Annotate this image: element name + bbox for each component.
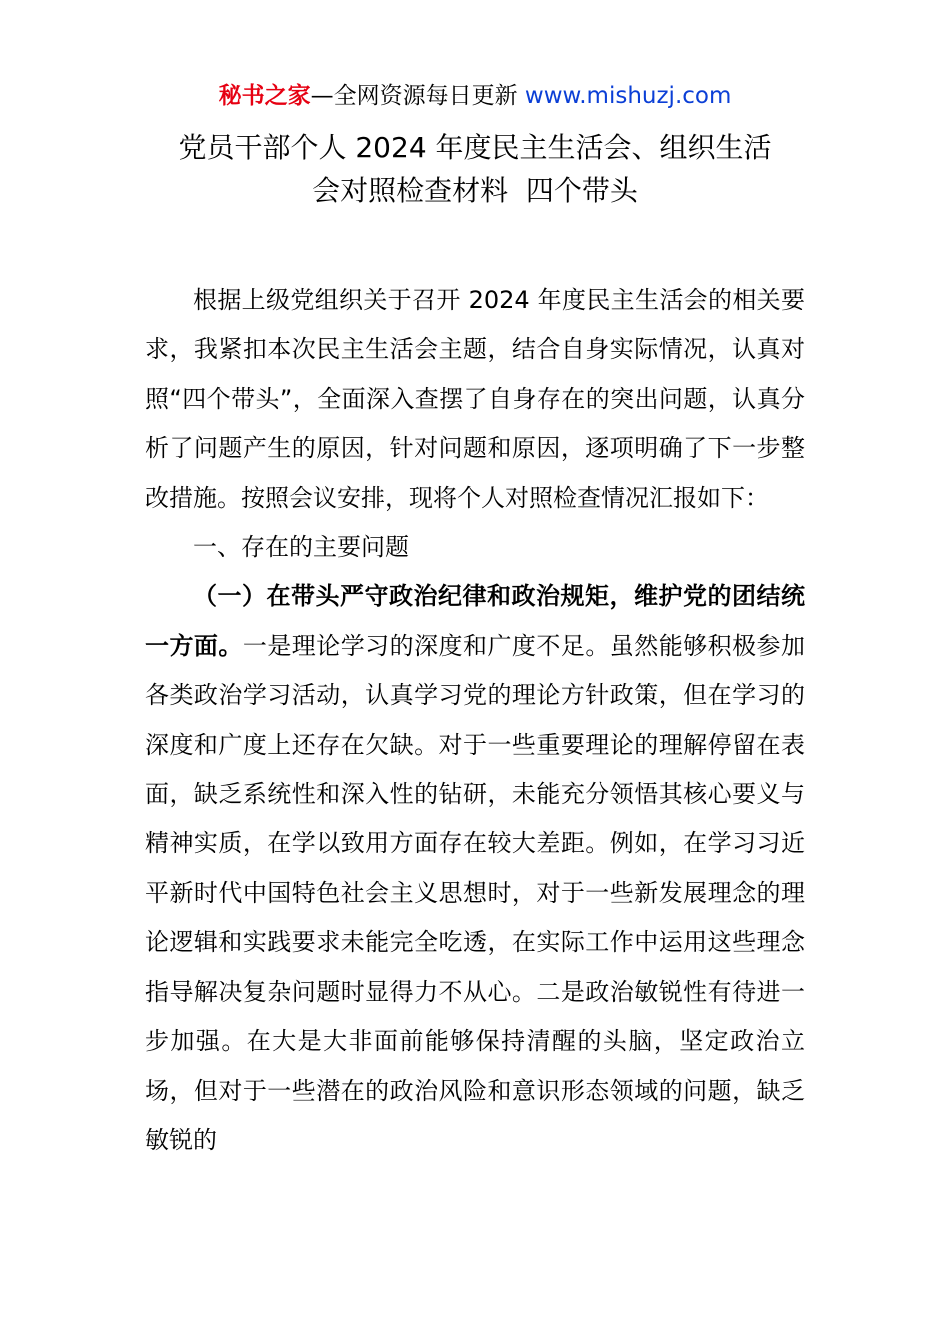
document-body bbox=[145, 276, 805, 1165]
subsection-text: 一是理论学习的深度和广度不足。虽然能够积极参加各类政治学习活动，认真学习党的理论方针政策，但在学习的深度和广度上还存在欠缺。对于一些重要理论的理解停留在表面，缺乏系统性和深入性的钻研，未能充分领悟其核心要义与精神实质，在学以致用方面存在较大差距。例如，在学习习近平新时代中国特色社会主义思想时，对于一些新发展理念的理论逻辑和实践要求未能完全吃透，在实际工作中运用这些理念指导解决复杂问题时显得力不从心。二是政治敏锐性有待进一步加强。在大是大非面前能够保持清醒的头脑，坚定政治立场，但对于一些潜在的政治风险和意识形态领域的问题，缺乏敏锐的 bbox=[145, 631, 806, 1154]
section-heading: 一、存在的主要问题 bbox=[193, 533, 409, 562]
brand-name: 秘书之家 bbox=[218, 83, 311, 109]
site-header bbox=[0, 80, 950, 112]
subsection-paragraph bbox=[145, 572, 805, 1165]
document-title bbox=[130, 126, 820, 212]
title-line-2: 会对照检查材料 四个带头 bbox=[312, 174, 638, 207]
title-line-1: 党员干部个人 2024 年度民主生活会、组织生活 bbox=[178, 131, 772, 164]
site-url[interactable]: www.mishuzj.com bbox=[524, 83, 732, 109]
subsection-heading: （一）在带头严守政治纪律和政治规矩，维护党的团结统一方面。 bbox=[145, 582, 805, 660]
intro-paragraph: 根据上级党组织关于召开 2024 年度民主生活会的相关要求，我紧扣本次民主生活会主题，结合自身实际情况，认真对照“四个带头”，全面深入查摆了自身存在的突出问题，认真分析了问题产生的原因，针对问题和原因，逐项明确了下一步整改措施。按照会议安排，现将个人对照检查情况汇报如下： bbox=[145, 286, 805, 512]
header-tagline: —全网资源每日更新 bbox=[310, 83, 525, 109]
